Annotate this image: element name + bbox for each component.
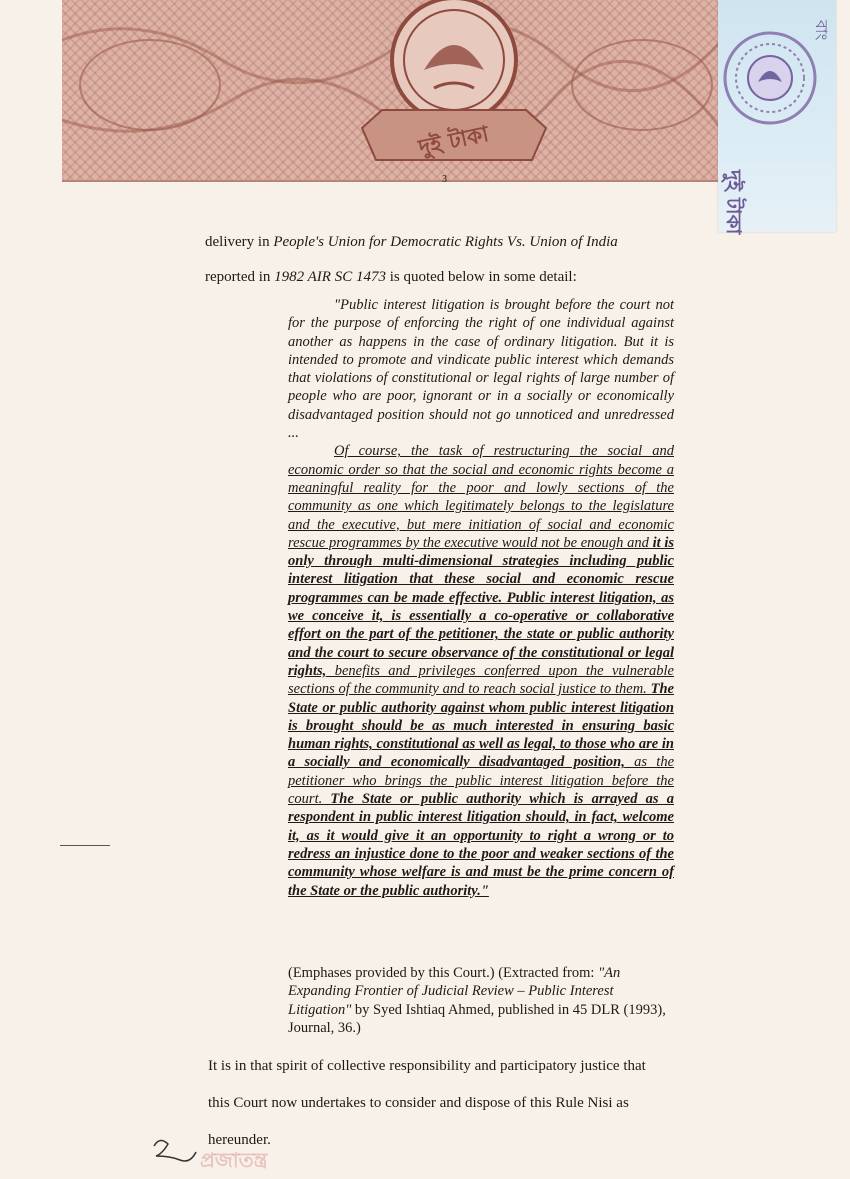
citation: 1982 AIR SC 1473 xyxy=(274,269,386,285)
case-name: People's Union for Democratic Rights Vs. Union of India xyxy=(273,234,618,250)
stamp-paper-header xyxy=(62,0,722,182)
attribution xyxy=(288,964,678,1037)
side-stamp-value: দুই টাকা xyxy=(722,170,746,235)
intro-text: reported in xyxy=(205,269,275,285)
handwritten-mark-icon xyxy=(150,1134,200,1168)
underlined-text: benefits and privileges conferred upon the vulnerable sections of the community and to reach social justice to them. xyxy=(288,662,674,698)
emphasized-text: The State or public authority which is arrayed as a respondent in public interest litigation should, in fact, welcome it, as it would give it an opportunity to right a wrong or to redress an injustice done to the poor and weaker sections of the community whose welfare is and must be the prime concern of the State or the public authority." xyxy=(288,791,674,899)
side-revenue-stamp xyxy=(718,0,836,235)
attribution-text: (Emphases provided by this Court.) (Extracted from: xyxy=(288,965,599,981)
source-title: "An Expanding Frontier of Judicial Review – Public Interest Litigation" xyxy=(288,965,621,1018)
quote-paragraph-2 xyxy=(288,442,674,899)
page-number: 3 xyxy=(442,174,447,185)
block-quotation xyxy=(288,296,674,900)
quote-paragraph-1: "Public interest litigation is brought before the court not for the purpose of enforcing the right of one individual against another as happens in the case of ordinary litigation. But it is intended to promote and vindicate public interest which demands that violations of constitutional or legal rights of large number of people who are poor, ignorant or in a socially or economically disadvantaged position should not go unnoticed and unredressed ... xyxy=(288,297,674,442)
intro-text: is quoted below in some detail: xyxy=(385,269,577,285)
intro-line-2 xyxy=(205,268,577,286)
svg-text:বাং: বাং xyxy=(812,20,831,41)
underlined-text: as the petitioner who brings the public interest litigation before the court. xyxy=(288,754,675,808)
stamp-value-text: দুই টাকা xyxy=(416,121,492,162)
watermark-text: প্রজাতন্ত্র xyxy=(200,1150,268,1172)
emphasized-text: it is only through multi-dimensional strategies including public interest litigation that these social and economic rescue programmes can be made effective. Public interest litigation, as we conceive it, is essentially a co-operative or collaborative effort on the part of the petitioner, the state or public authority and the court to secure observance of the constitutional or legal rights, xyxy=(288,534,674,679)
intro-text: delivery in xyxy=(205,234,274,250)
margin-mark xyxy=(60,845,110,846)
intro-line-1 xyxy=(205,233,618,251)
closing-line-1: It is in that spirit of collective responsibility and participatory justice that xyxy=(208,1058,646,1074)
underlined-text: Of course, the task of restructuring the social and economic order so that the social and economic rights become a meaningful reality for the poor and lowly sections of the community as one which legitimately belongs to the legislature and the executive, but mere initiation of social and economic rescue programmes by the executive would not be enough and xyxy=(288,443,674,551)
attribution-text: by Syed Ishtiaq Ahmed, published in 45 DLR (1993), Journal, 36.) xyxy=(288,1001,666,1036)
closing-line-3: hereunder. xyxy=(208,1132,271,1148)
closing-line-2: this Court now undertakes to consider and dispose of this Rule Nisi as xyxy=(208,1095,629,1111)
emphasized-text: The State or public authority against whom public interest litigation is brought should be as much interested in ensuring basic human rights, constitutional as well as legal, to those who are in a socially and economically disadvantaged position, xyxy=(288,681,674,771)
